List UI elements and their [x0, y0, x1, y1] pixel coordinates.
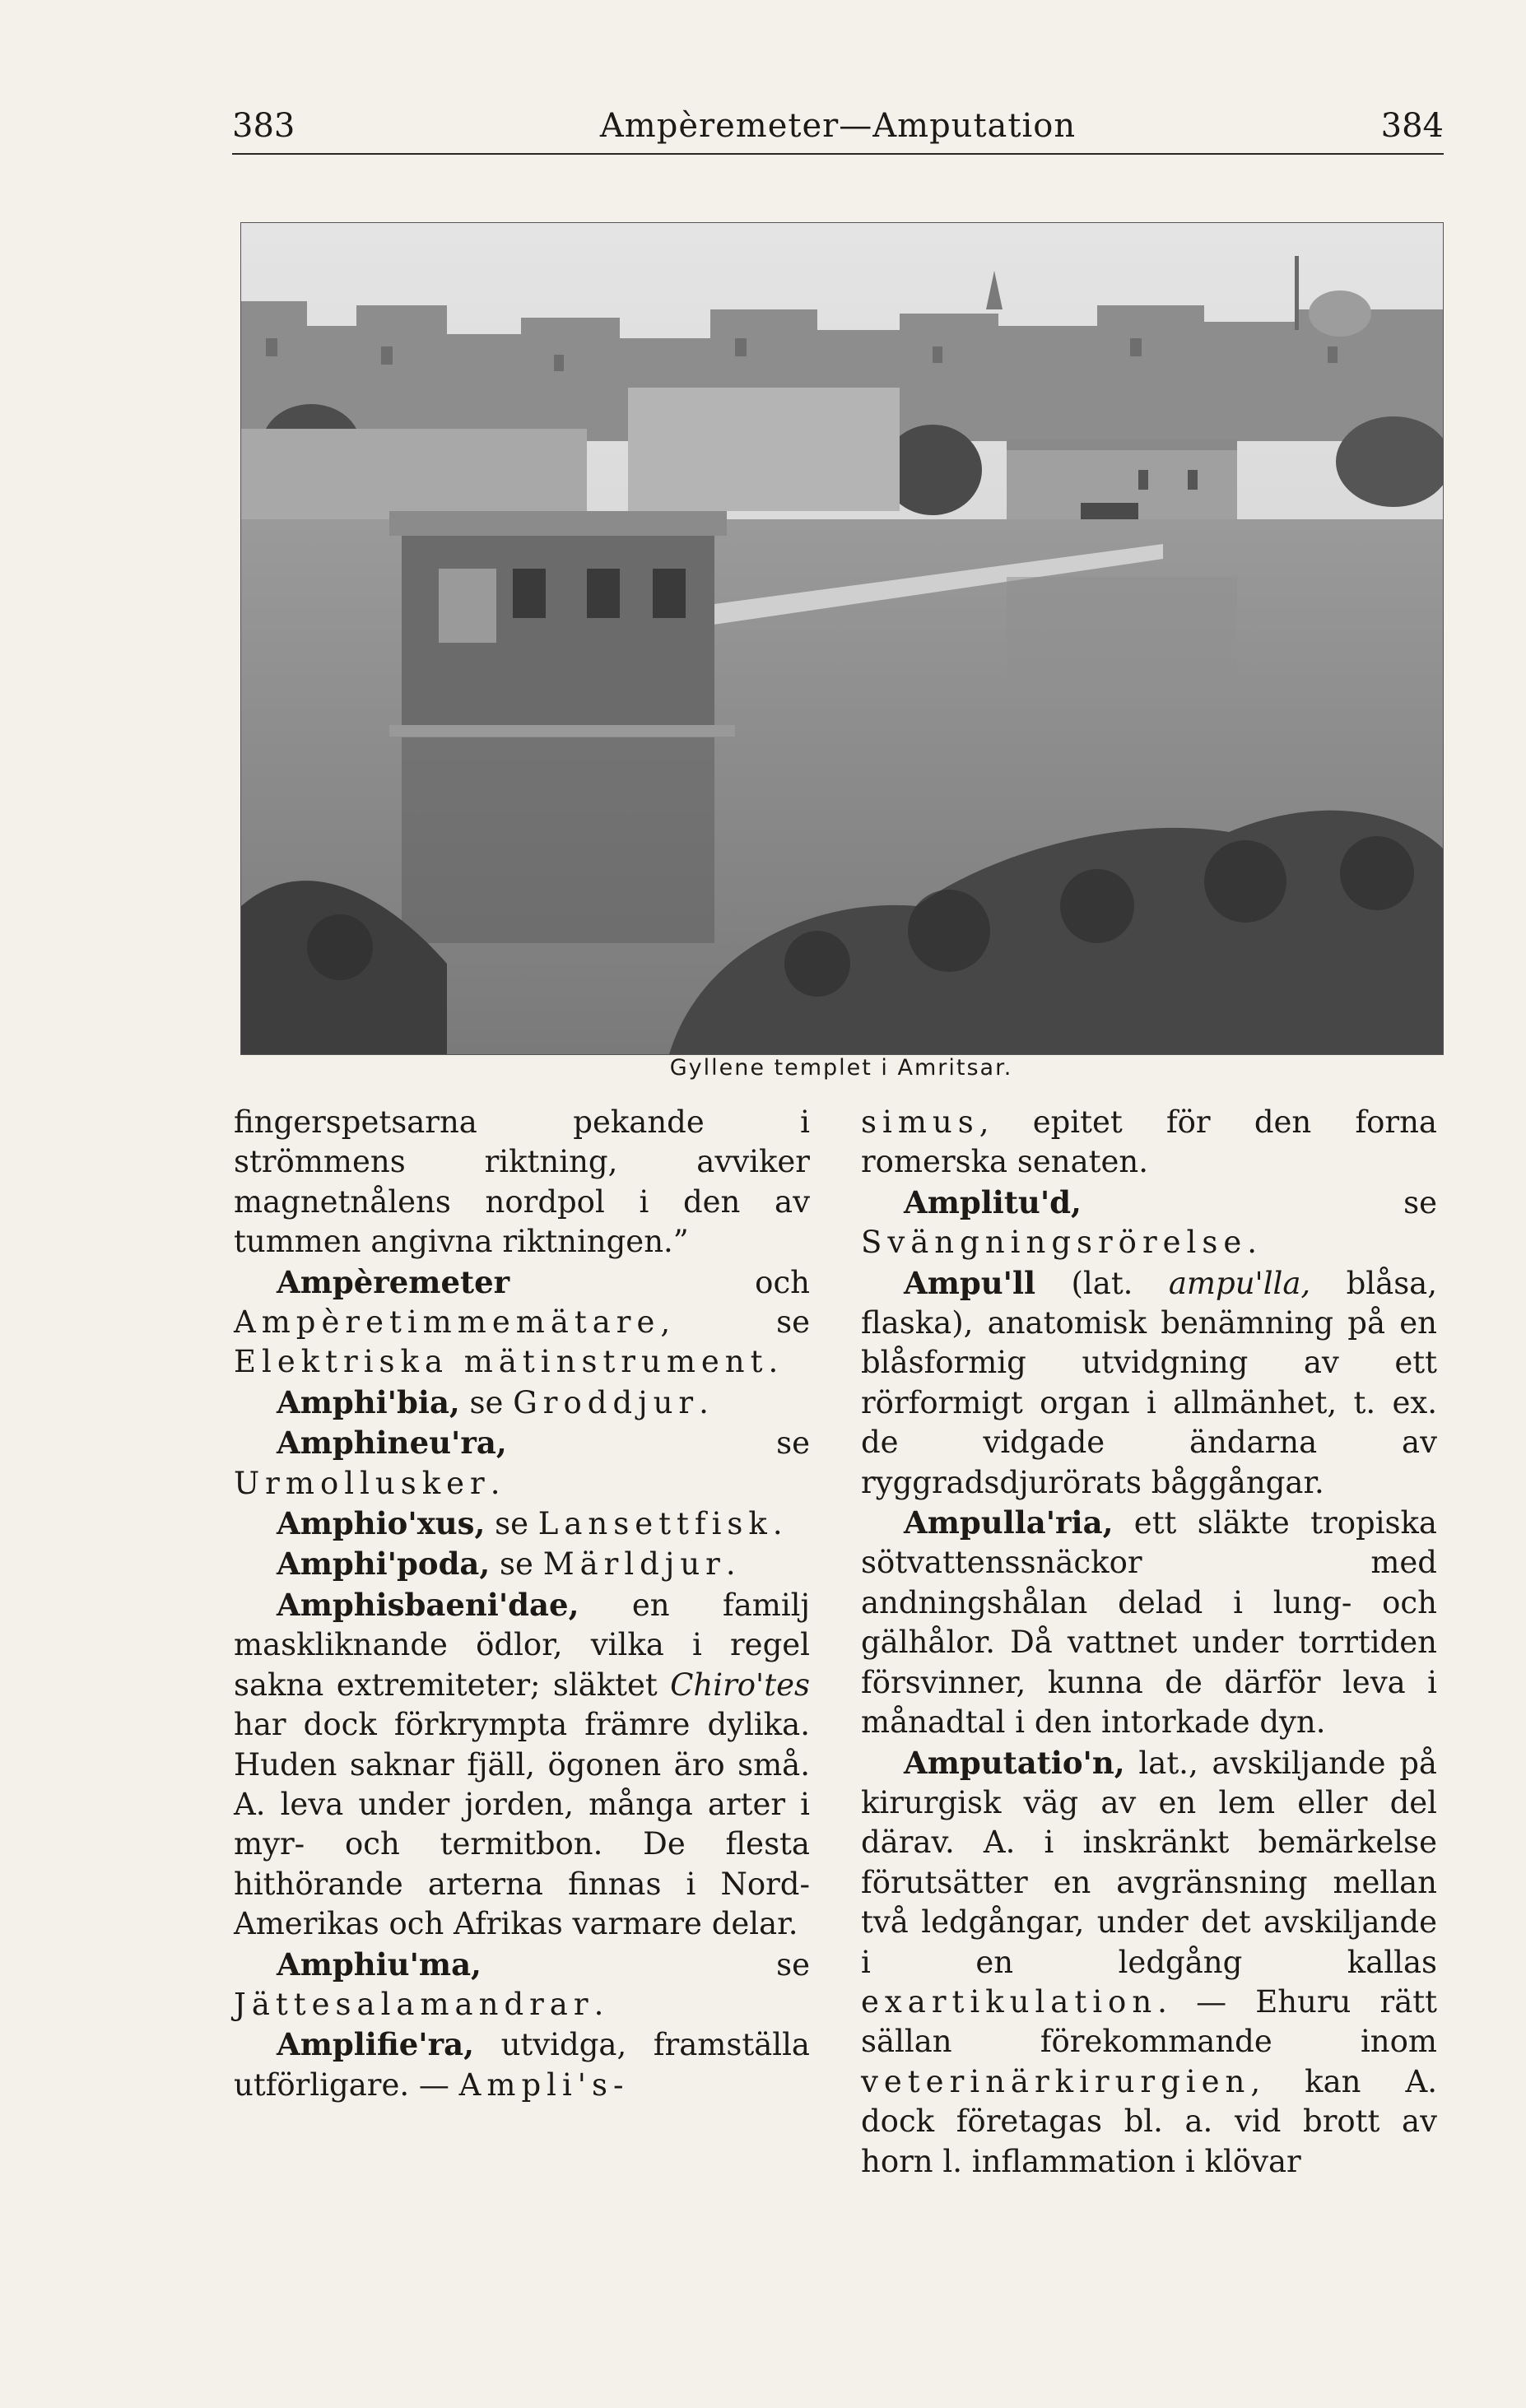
entry-amputation [861, 1743, 1437, 2182]
entry-text: . [1247, 1225, 1258, 1261]
genus-name: Chiro'tes [670, 1667, 810, 1703]
related-term: simus [861, 1104, 979, 1140]
right-text-column [861, 1103, 1437, 2182]
running-header [232, 107, 1444, 155]
entry-amphibia [234, 1383, 810, 1423]
entry-text: . [768, 1344, 779, 1380]
entry-text: (lat. [1035, 1265, 1169, 1301]
entry-text: utvidga, framställa utförligare. — [234, 2027, 810, 2103]
entry-text: . [772, 1506, 783, 1542]
headword: Amputatio'n, [904, 1744, 1125, 1781]
cross-reference: Märldjur [542, 1546, 726, 1583]
cross-reference: Urmollusker [234, 1465, 491, 1501]
entry-text: , epitet för den forna romerska senaten. [861, 1104, 1437, 1180]
headword: Amphisbaeni'dae, [277, 1586, 579, 1623]
headword: Amplifie'ra, [277, 2026, 474, 2063]
entry-text: se [1081, 1184, 1437, 1220]
headword: Ampu'll [904, 1264, 1036, 1301]
entry-text: se [490, 1546, 543, 1583]
entry-amplitud [861, 1183, 1437, 1263]
headword: Amphio'xus, [277, 1505, 486, 1542]
left-text-column [234, 1103, 810, 2105]
entry-amphioxus [234, 1504, 810, 1544]
entry-amplifiera [234, 2024, 810, 2105]
entry-amphisbaenidae [234, 1585, 810, 1945]
entry-text: en familj maskliknande ödlor, vilka i regel sakna extremiteter; släktet [234, 1587, 810, 1703]
headword: Amphineu'ra, [277, 1425, 507, 1462]
headword: Amplitu'd, [904, 1183, 1082, 1220]
entry-text: blåsa, flaska), anatomisk benämning på en blåsformig utvidgning av ett rörformigt organ i allmänhet, t. ex. de vidgade ändarna av ryggradsdjurörats båggångar. [861, 1265, 1438, 1500]
entry-amphineura [234, 1423, 810, 1504]
cross-reference: Groddjur [513, 1384, 700, 1420]
entry-text: . — Ehuru rätt sällan förekommande inom [861, 1983, 1437, 2060]
cross-reference: Jättesalamandrar [234, 1986, 594, 2022]
cross-reference: Elektriska mätinstrument [234, 1344, 769, 1380]
entry-text: lat., avskiljande på kirurgisk väg av en lem eller del därav. A. i inskränkt bemärkelse förutsätter en avgränsning mellan två ledgångar, under det avskiljande i en ledgång kallas [861, 1745, 1437, 1980]
entry-text: , kan A. dock företagas bl. a. vid brott av horn l. inflammation i klövar [861, 2063, 1437, 2179]
entry-amperemeter [234, 1262, 810, 1383]
entry-text: . [699, 1384, 709, 1420]
entry-text: . [490, 1465, 500, 1501]
entry-text: . [725, 1546, 736, 1583]
continued-paragraph: fingerspetsarna pekande i strömmens riktning, avviker magnetnålens nordpol i den av tummen angivna riktningen.” [234, 1104, 810, 1260]
entry-text: se [485, 1506, 538, 1542]
headword: Amphi'bia, [277, 1383, 460, 1420]
entry-text: har dock förkrympta främre dylika. Huden saknar fjäll, ögonen äro små. A. leva under jorden, många arter i myr- och termitbon. De flesta hithörande arterna finnas i Nord-Amerikas och Afrikas varmare delar. [234, 1707, 810, 1942]
entry-amphipoda [234, 1544, 810, 1584]
emphasized-term: veterinärkirurgien [861, 2063, 1251, 2099]
cross-reference: Lansettfisk [537, 1506, 773, 1542]
emphasized-term: exartikulation [861, 1983, 1158, 2020]
running-title: Ampèremeter—Amputation [599, 107, 1077, 145]
entry-ampullaria [861, 1503, 1437, 1742]
page-number-right: 384 [1380, 107, 1444, 145]
related-term: Ampli's- [458, 2066, 630, 2103]
entry-text: , se [660, 1304, 810, 1341]
cross-reference: Ampèretimmemätare [234, 1304, 661, 1341]
photo-illustration [241, 223, 1443, 1054]
entry-ampull [861, 1263, 1437, 1503]
photo-caption: Gyllene templet i Amritsar. [669, 1055, 1013, 1081]
entry-text: se [506, 1425, 810, 1462]
continued-paragraph [861, 1103, 1437, 1183]
entry-text: och [509, 1264, 810, 1300]
entry-text: se [459, 1384, 514, 1420]
headword: Amphi'poda, [277, 1546, 491, 1583]
headword: Ampulla'ria, [904, 1504, 1114, 1541]
page-number-left: 383 [232, 107, 295, 145]
headword: Ampèremeter [277, 1263, 510, 1300]
latin-term: ampu'lla, [1168, 1265, 1311, 1301]
temple-photograph [240, 222, 1444, 1055]
entry-amphiuma [234, 1945, 810, 2025]
headword: Amphiu'ma, [277, 1945, 482, 1983]
entry-text: . [593, 1986, 604, 2022]
entry-text: se [481, 1946, 810, 1983]
cross-reference: Svängningsrörelse [861, 1225, 1248, 1261]
entry-text: ett släkte tropiska sötvattenssnäckor med andningshålan delad i lung- och gälhålor. Då vattnet under torrtiden försvinner, kunna de därför leva i månadtal i den intorkade dyn. [861, 1505, 1437, 1741]
